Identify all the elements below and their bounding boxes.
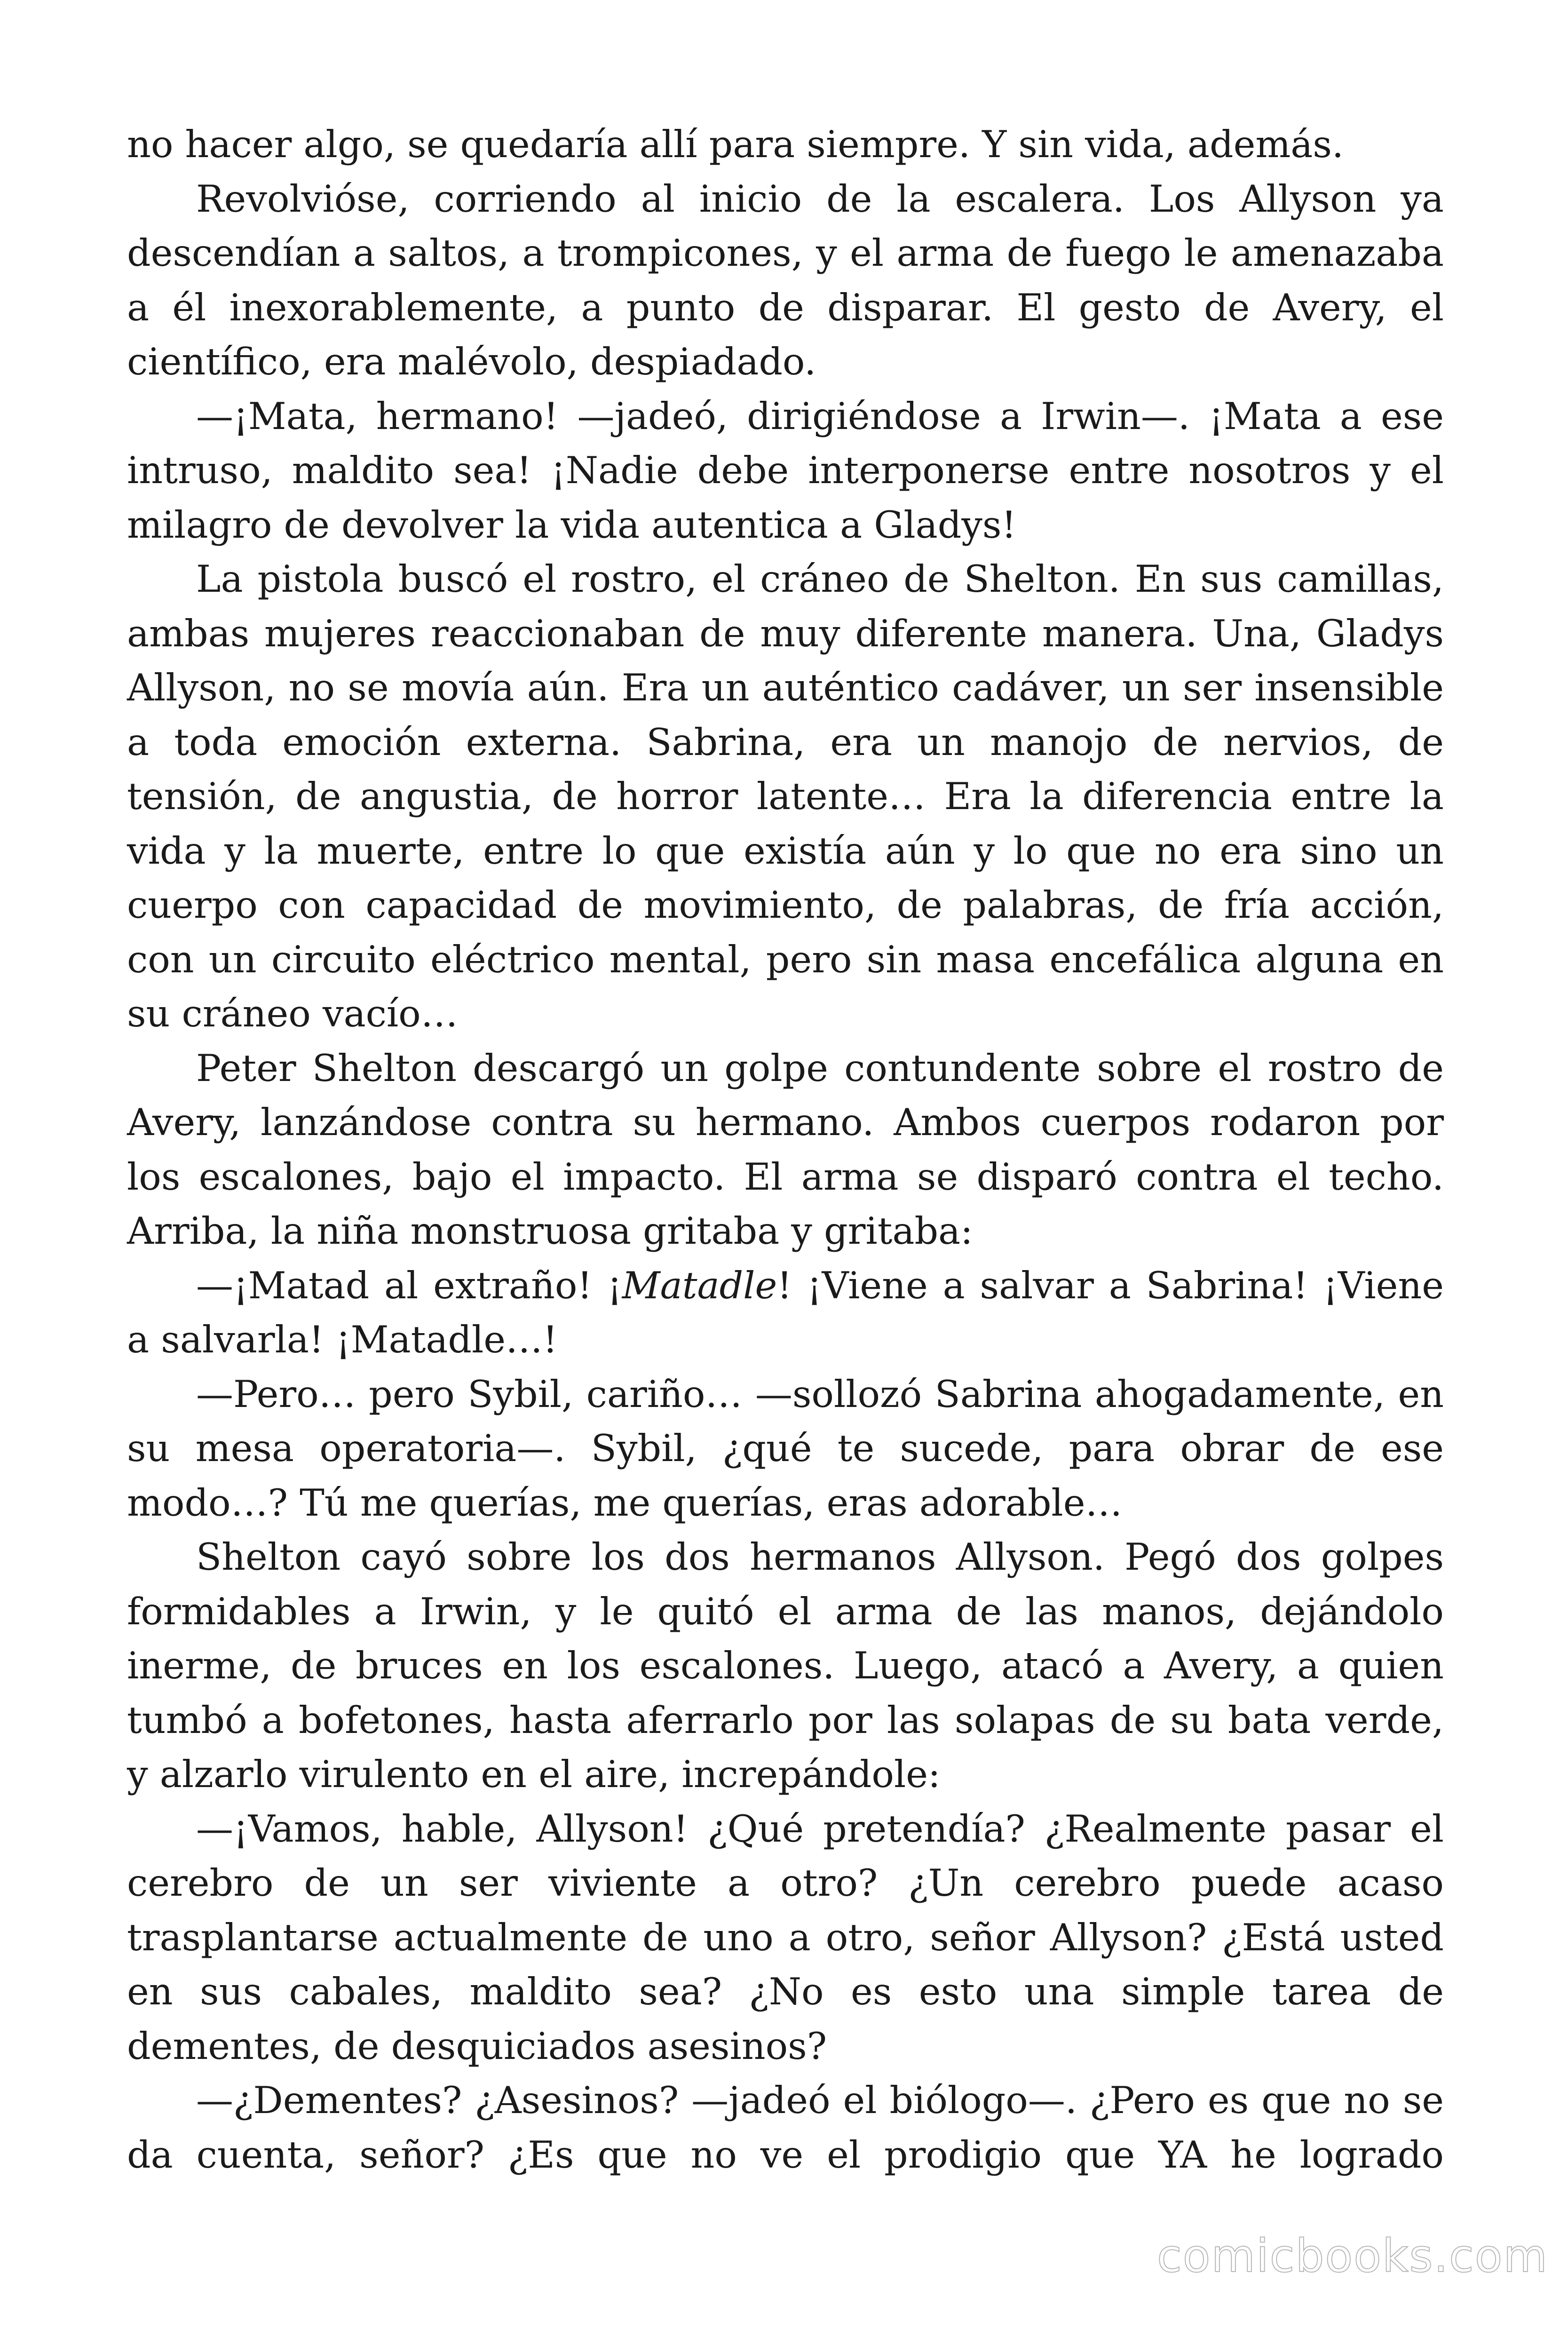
paragraph-5: Peter Shelton descargó un golpe contundente sobre el rostro de Avery, lanzándose contra su hermano. Ambos cuerpos rodaron por los escalones, bajo el impacto. El arma se disparó contra el techo. Arriba, la niña monstruosa gritaba y gritaba: bbox=[127, 1046, 1444, 1253]
paragraph-4: La pistola buscó el rostro, el cráneo de Shelton. En sus camillas, ambas mujeres reaccionaban de muy diferente manera. Una, Gladys Allyson, no se movía aún. Era un auténtico cadáver, un ser insensible a toda emoción externa. Sabrina, era un manojo de nervios, de tensión, de angustia, de horror latente… Era la diferencia entre la vida y la muerte, entre lo que existía aún y lo que no era sino un cuerpo con capacidad de movimiento, de palabras, de fría acción, con un circuito eléctrico mental, pero sin masa encefálica alguna en su cráneo vacío… bbox=[127, 557, 1444, 1035]
paragraph-6 bbox=[127, 1259, 1444, 1367]
paragraph-8: Shelton cayó sobre los dos hermanos Allyson. Pegó dos golpes formidables a Irwin, y le quitó el arma de las manos, dejándolo inerme, de bruces en los escalones. Luego, atacó a Avery, a quien tumbó a bofetones, hasta aferrarlo por las solapas de su bata verde, y alzarlo virulento en el aire, increpándole: bbox=[127, 1535, 1444, 1796]
body-text bbox=[127, 118, 1444, 2182]
watermark: comicbooks.com bbox=[1157, 2230, 1549, 2282]
paragraph-2: Revolvióse, corriendo al inicio de la escalera. Los Allyson ya descendían a saltos, a trompicones, y el arma de fuego le amenazaba a él inexorablemente, a punto de disparar. El gesto de Avery, el científico, era malévolo, despiadado. bbox=[127, 177, 1444, 383]
paragraph-6-end: ! ¡Viene a salvar a Sabrina! ¡Viene a salvarla! ¡Matadle…! bbox=[127, 1263, 1444, 1361]
paragraph-10: —¿Dementes? ¿Asesinos? —jadeó el biólogo—. ¿Pero es que no se da cuenta, señor? ¿Es que no ve el prodigio que YA he logrado bbox=[127, 2079, 1444, 2177]
paragraph-6-start: —¡Matad al extraño! ¡ bbox=[196, 1263, 622, 1307]
paragraph-1: no hacer algo, se quedaría allí para siempre. Y sin vida, además. bbox=[127, 123, 1344, 166]
paragraph-3: —¡Mata, hermano! —jadeó, dirigiéndose a Irwin—. ¡Mata a ese intruso, maldito sea! ¡Nadie debe interponerse entre nosotros y el milagro de devolver la vida autentica a Gladys! bbox=[127, 394, 1444, 547]
paragraph-6-emphasis: Matadle bbox=[622, 1263, 777, 1307]
paragraph-9: —¡Vamos, hable, Allyson! ¿Qué pretendía? ¿Realmente pasar el cerebro de un ser viviente a otro? ¿Un cerebro puede acaso trasplantarse actualmente de uno a otro, señor Allyson? ¿Está usted en sus cabales, maldito sea? ¿No es esto una simple tarea de dementes, de desquiciados asesinos? bbox=[127, 1807, 1444, 2068]
paragraph-7: —Pero… pero Sybil, cariño… —sollozó Sabrina ahogadamente, en su mesa operatoria—. Sybil, ¿qué te sucede, para obrar de ese modo…? Tú me querías, me querías, eras adorable… bbox=[127, 1372, 1444, 1525]
